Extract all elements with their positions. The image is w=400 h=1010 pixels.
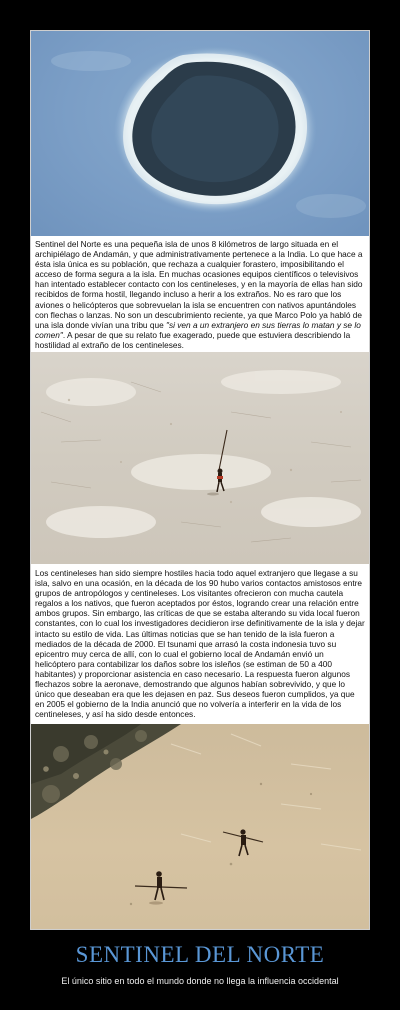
islander-archer-figure [223, 829, 263, 856]
paragraph-intro-text: Sentinel del Norte es una pequeña isla de unos 8 kilómetros de largo situada en el archipiélago de Andamán, y que administrativamente pertenece a la India. Lo que hace a ésta isla única es su población, que rechaza a cualquier forastero, imposibilitando el acceso de forma segura a la isla. En muchas ocasiones equipos científicos o televisivos han intentado establecer contacto con los centineleses, y en la mayoría de ellas han sido recibidos de forma hostil, llegando incluso a herir a los extraños. No es raro que los aviones o helicópteros que sobrevuelan la isla se encuentren con nativos apuntándoles con flechas o lanzas. No son un descubrimiento reciente, ya que Marco Polo ya habló de una isla donde vivían una tribu que [35, 239, 363, 330]
islanders-shore-photo [31, 724, 369, 929]
islander-figure-foreground [135, 871, 187, 904]
paragraph-intro-end: . A pesar de que su relato fue exagerado, puede que estuviera describiendo la hostilidad al extraño de los centineleses. [35, 329, 351, 350]
poster-subtitle: El único sitio en todo el mundo donde no llega la influencia occidental [61, 976, 339, 986]
paragraph-history [31, 564, 369, 724]
paragraph-history-text: Los centineleses han sido siempre hostiles hacia todo aquel extranjero que llegase a su isla, salvo en una ocasión, en la década de los 90 hubo varios contactos amistosos entre grupos de antropólogos y centineleses. Los visitantes ofrecieron con mucha cautela regalos a los nativos, que fueron aceptados por éstos, logrando crear una relación entre ambos grupos. Sin embargo, las críticas de que se estaba alterando su vida local fueron constantes, con lo cual los investigadores decidieron irse definitivamente de la isla y dejar intacto su estilo de vida. Las últimas noticias que se han tenido de la isla fueron a mediados de la década de 2000. El tsunami que arrasó la costa indonesia tuvo su epicentro muy cerca de allí, con lo cual el gobierno local de Andamán envió un helicóptero para contabilizar los daños sobre los isleños (se estiman de 50 a 400 habitantes) y proporcionar asistencia en caso necesario. La respuesta fueron algunos flechazos sobre la aeronave, demostrando que algunos habían sobrevivido, y que lo único que deseaban era que les dejasen en paz. Sus deseos fueron cumplidos, ya que en 2005 el gobierno de la India anunció que no volvería a interferir en la vida de los centineleses, y así ha sido desde entonces. [35, 568, 365, 720]
paragraph-intro [31, 236, 369, 352]
marco-polo-quote: "si ven a un extranjero en sus tierras lo matan y se lo comen" [35, 319, 361, 340]
islander-beach-photo [31, 352, 369, 564]
island-aerial-photo [31, 31, 369, 236]
poster-frame [30, 30, 370, 930]
poster-title: SENTINEL DEL NORTE [75, 942, 325, 967]
